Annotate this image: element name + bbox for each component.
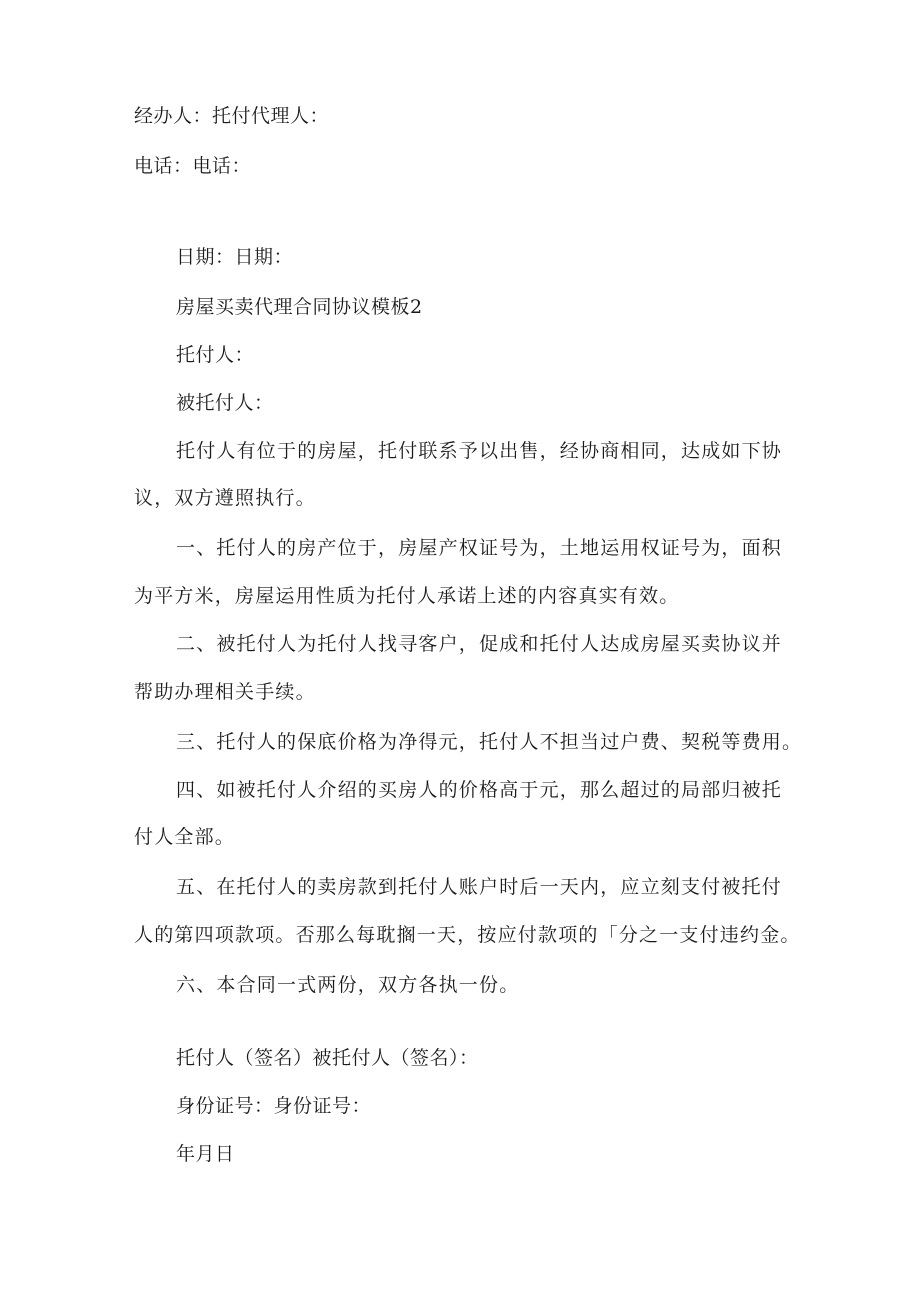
- clause-1-line-1: 一、托付人的房产位于，房屋产权证号为，土地运用权证号为，面积: [176, 537, 783, 559]
- clause-6-line-1: 六、本合同一式两份，双方各执一份。: [176, 974, 520, 996]
- agent-label: 被托付人：: [176, 392, 274, 414]
- clause-4-line-2: 付人全部。: [134, 826, 236, 848]
- clause-2-line-2: 帮助办理相关手续。: [134, 681, 316, 703]
- id-number-line: 身份证号：身份证号：: [176, 1095, 372, 1117]
- signature-line: 托付人（签名）被托付人（签名）：: [176, 1047, 479, 1069]
- intro-line-1: 托付人有位于的房屋，托付联系予以出售，经协商相同，达成如下协: [176, 440, 783, 462]
- clause-2-line-1: 二、被托付人为托付人找寻客户，促成和托付人达成房屋买卖协议并: [176, 633, 783, 655]
- document-title: 房屋买卖代理合同协议模板2: [176, 296, 423, 318]
- clause-4-line-1: 四、如被托付人介绍的买房人的价格高于元，那么超过的局部归被托: [176, 779, 783, 801]
- date-line: 日期：日期：: [176, 246, 294, 268]
- principal-label: 托付人：: [176, 344, 255, 366]
- clause-5-line-1: 五、在托付人的卖房款到托付人账户时后一天内，应立刻支付被托付: [176, 876, 783, 898]
- clause-1-line-2: 为平方米，房屋运用性质为托付人承诺上述的内容真实有效。: [134, 585, 680, 607]
- signature-date-line: 年月日: [176, 1143, 235, 1165]
- clause-3-line-1: 三、托付人的保底价格为净得元，托付人不担当过户费、契税等费用。: [176, 731, 803, 753]
- handler-line: 经办人：托付代理人：: [134, 105, 330, 127]
- intro-line-2: 议，双方遵照执行。: [134, 487, 316, 509]
- phone-line: 电话：电话：: [134, 155, 252, 177]
- clause-5-line-2: 人的第四项款项。否那么每耽搁一天，按应付款项的「分之一支付违约金。: [134, 924, 801, 946]
